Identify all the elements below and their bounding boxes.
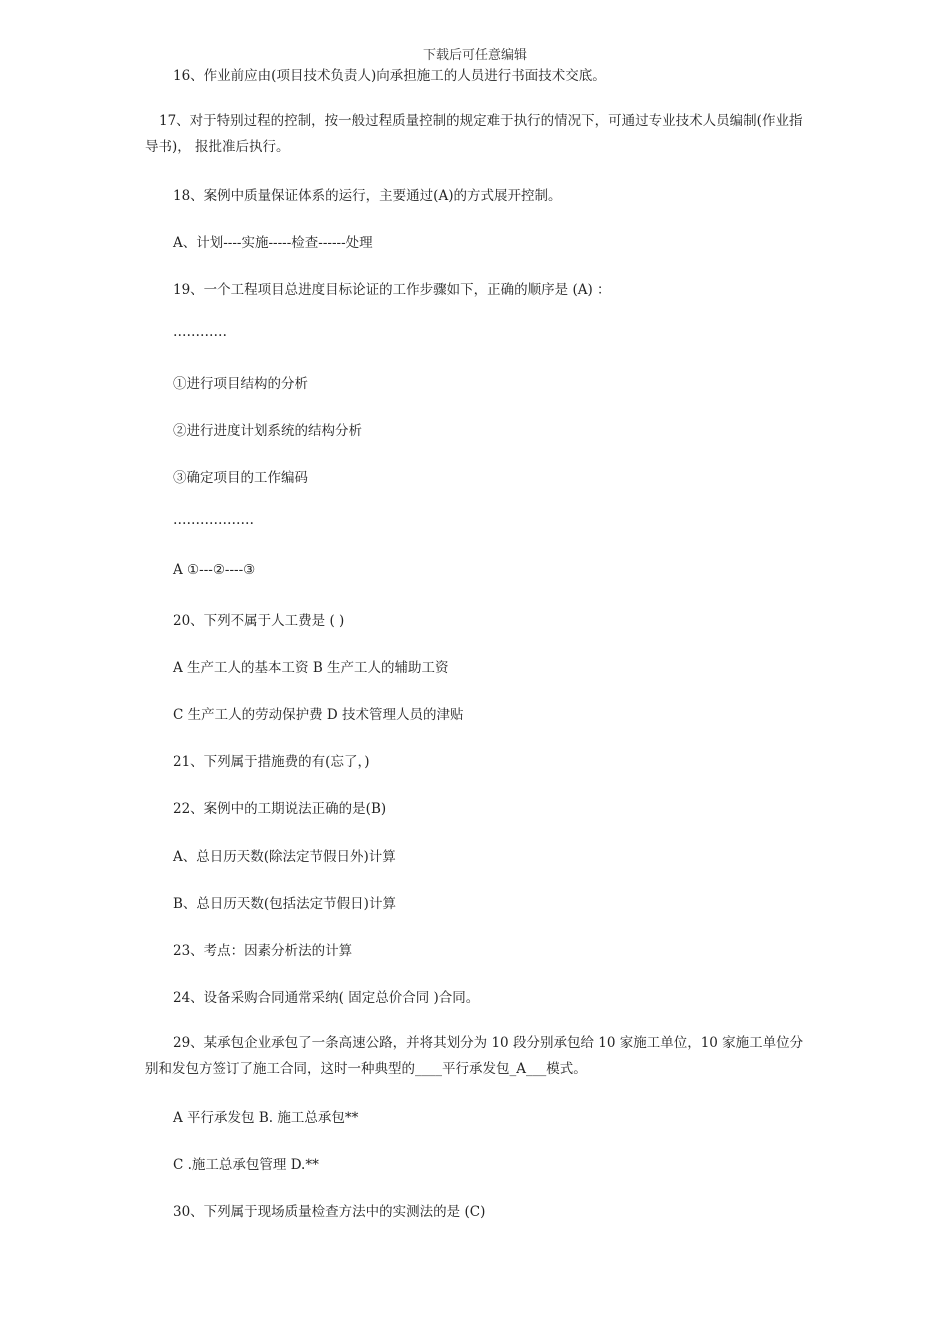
item-29: 29、某承包企业承包了一条高速公路，并将其划分为 10 段分别承包给 10 家施工单位，10 家施工单位分别和发包方签订了施工合同，这时一种典型的____平行承发包_A___模式。 (145, 1035, 804, 1077)
item-20-options-ab: A 生产工人的基本工资 B 生产工人的辅助工资 (173, 660, 449, 676)
item-21: 21、下列属于措施费的有(忘了，) (173, 754, 370, 770)
item-16: 16、作业前应由(项目技术负责人)向承担施工的人员进行书面技术交底。 (173, 68, 606, 84)
item-29-options-ab: A 平行承发包 B. 施工总承包** (173, 1110, 359, 1126)
item-18: 18、案例中质量保证体系的运行，主要通过(A)的方式展开控制。 (173, 188, 562, 204)
item-29-options-cd: C .施工总承包管理 D.** (173, 1157, 319, 1173)
page-header: 下载后可任意编辑 (422, 48, 527, 63)
item-20: 20、下列不属于人工费是 ( ) (173, 613, 345, 629)
item-22: 22、案例中的工期说法正确的是(B) (173, 801, 387, 817)
item-19-step-2: ②进行进度计划系统的结构分析 (173, 423, 362, 439)
item-22-option-b: B、总日历天数(包括法定节假日)计算 (173, 896, 396, 912)
item-19-step-1: ①进行项目结构的分析 (173, 376, 308, 392)
item-17: 17、对于特别过程的控制，按一般过程质量控制的规定难于执行的情况下，可通过专业技术人员编制(作业指导书)， 报批准后执行。 (145, 113, 803, 155)
item-22-option-a: A、总日历天数(除法定节假日外)计算 (173, 849, 396, 865)
item-20-options-cd: C 生产工人的劳动保护费 D 技术管理人员的津贴 (173, 707, 464, 723)
item-19: 19、一个工程项目总进度目标论证的工作步骤如下，正确的顺序是 (A) ： (173, 282, 611, 298)
item-24: 24、设备采购合同通常采纳( 固定总价合同 )合同。 (173, 990, 480, 1006)
item-19-step-3: ③确定项目的工作编码 (173, 470, 308, 486)
item-30: 30、下列属于现场质量检查方法中的实测法的是 (C) (173, 1204, 486, 1220)
ellipsis-1: ………… (173, 324, 227, 340)
ellipsis-2: ……………… (173, 512, 254, 528)
item-19-answer: A ①---②----③ (173, 562, 256, 578)
item-23: 23、考点：因素分析法的计算 (173, 943, 353, 959)
item-18-answer: A、计划----实施-----检查------处理 (173, 235, 373, 251)
